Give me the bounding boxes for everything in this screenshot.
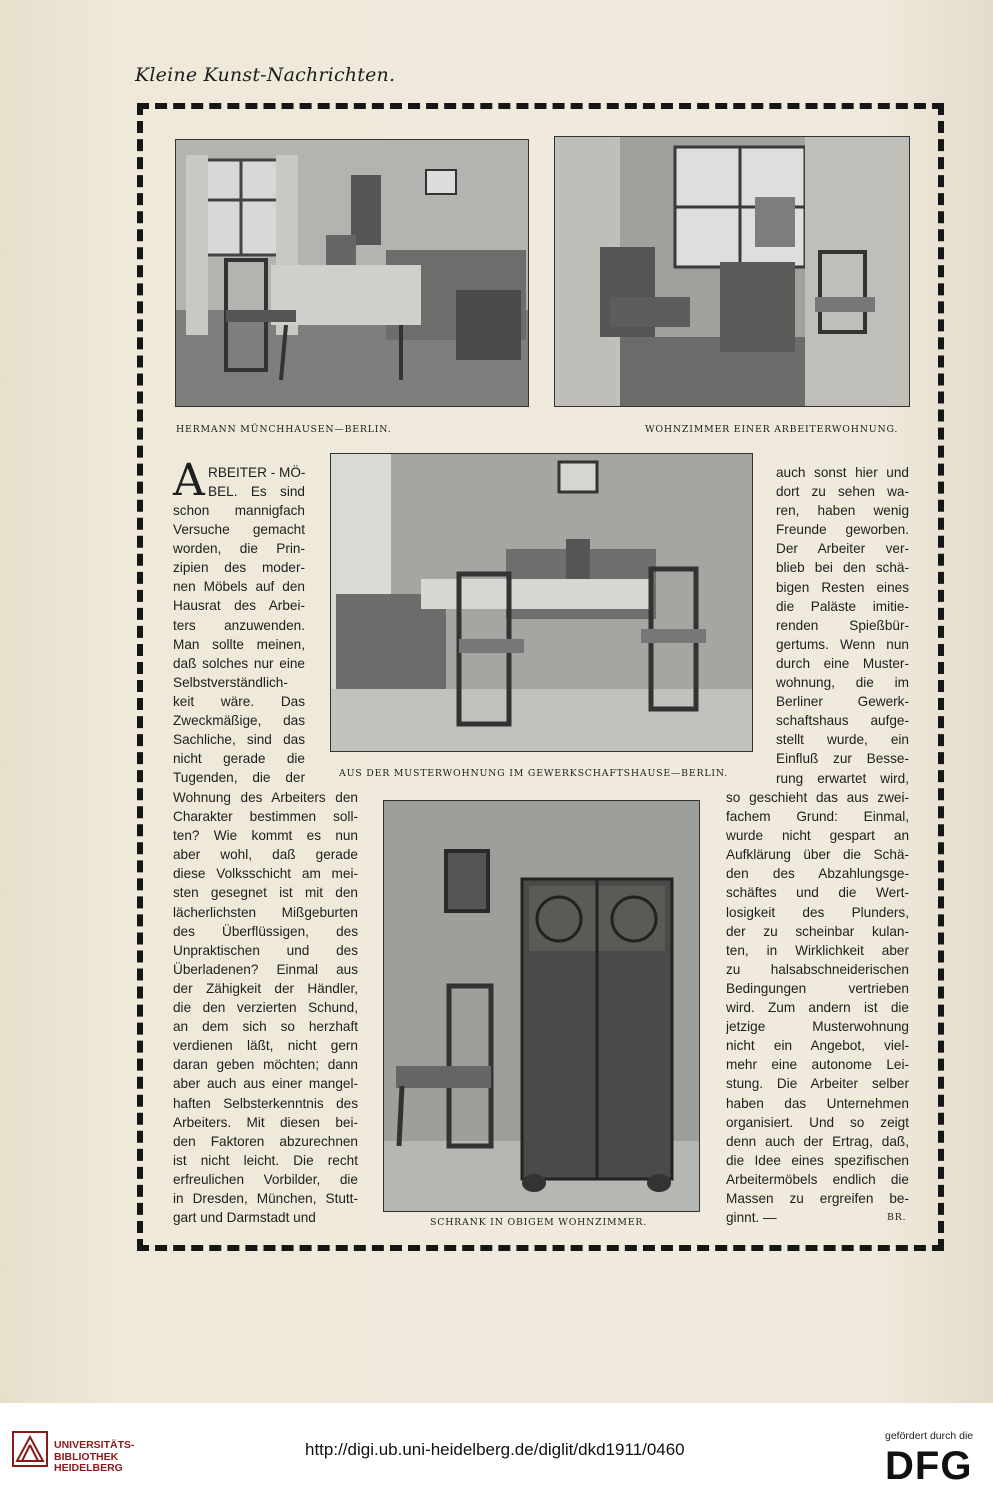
drop-cap: A [173, 455, 205, 506]
funding-note: gefördert durch die [885, 1430, 974, 1442]
library-name: UNIVERSITÄTS- BIBLIOTHEK HEIDELBERG [54, 1439, 135, 1474]
library-logo-icon [12, 1431, 48, 1467]
source-url-link[interactable]: http://digi.ub.uni-heidelberg.de/diglit/dkd1911/0460 [305, 1440, 685, 1459]
article-ending: ginnt. — [726, 1210, 777, 1226]
running-header: Kleine Kunst-Nachrichten. [135, 64, 396, 86]
caption-photo-1: HERMANN MÜNCHHAUSEN—BERLIN. [176, 424, 392, 435]
dfg-logo: DFG [885, 1444, 973, 1488]
caption-photo-2: WOHNZIMMER EINER ARBEITERWOHNUNG. [645, 424, 899, 435]
article-column-left-top: schon mannigfach Versuche gemacht worden, die Prin- zipien des moder- nen Möbels auf den Hausrat des Arbei- ters anzuwenden. Man sollte meinen, daß solches nur eine Selbstverständlich- keit wäre. Das Zweckmäßige, das Sachliche, sind das nicht gerade die Tugenden, die der [173, 503, 305, 786]
author-signature: BR. [887, 1212, 907, 1223]
article-intro: RBEITER - MÖ- BEL. Es sind [208, 465, 305, 500]
article-column-right-top: auch sonst hier und dort zu sehen wa- ren, haben wenig Freunde geworben. Der Arbeiter ver- blieb bei den schä- bigen Resten eines die Paläste imitie- renden Spießbür- gertums. Wenn nun durch eine Muster- wohnung, die im Berliner Gewerk- schaftshaus aufge- stellt wurde, ein Einfluß zur Besse- rung erwartet wird, [776, 465, 909, 786]
photo-workers-living-room [554, 136, 910, 407]
article-column-left-bottom: Wohnung des Arbeiters den Charakter bestimmen soll- ten? Wie kommt es nun aber wohl, daß gerade diese Volksschicht am mei- sten gesegnet ist mit den lächerlichsten Mißgeburten des Überflüssigen, des Unpraktischen und des Überladenen? Einmal aus der Zähigkeit der Händler, die den verzierten Schund, an dem sich so herzhaft verdienen läßt, nicht gern daran geben möchten; dann aber auch aus einer mangel- haften Selbsterkenntnis des Arbeiters. Mit diesen bei- den Faktoren abzurechnen ist nicht leicht. Die recht erfreulichen Vorbilder, die in Dresden, München, Stutt- gart und Darmstadt und [173, 790, 358, 1226]
article-column-right-bottom: so geschieht das aus zwei- fachem Grund: Einmal, wurde nicht gespart an Aufklärung über die Schä- den des Abzahlungsge- schäftes und die Wert- losigkeit des Plunders, der zu scheinbar kulan- ten, in Wirklichkeit aber zu halsabschneiderischen Bedingungen vertrieben wird. Zum andern ist die jetzige Musterwohnung nicht ein Angebot, viel- mehr eine autonome Lei- stung. Die Arbeiter selber haben das Unternehmen organisiert. Und so zeigt denn auch der Ertrag, daß, die Idee eines spezifischen Arbeitermöbels endlich die Massen zu ergreifen be- ginnt. — [726, 788, 909, 1227]
photo-wardrobe [383, 800, 700, 1212]
caption-photo-3: AUS DER MUSTERWOHNUNG IM GEWERKSCHAFTSHAUSE—BERLIN. [339, 768, 729, 779]
photo-living-room-muenchhausen [175, 139, 529, 407]
caption-photo-4: SCHRANK IN OBIGEM WOHNZIMMER. [430, 1217, 648, 1228]
photo-model-apartment [330, 453, 753, 752]
